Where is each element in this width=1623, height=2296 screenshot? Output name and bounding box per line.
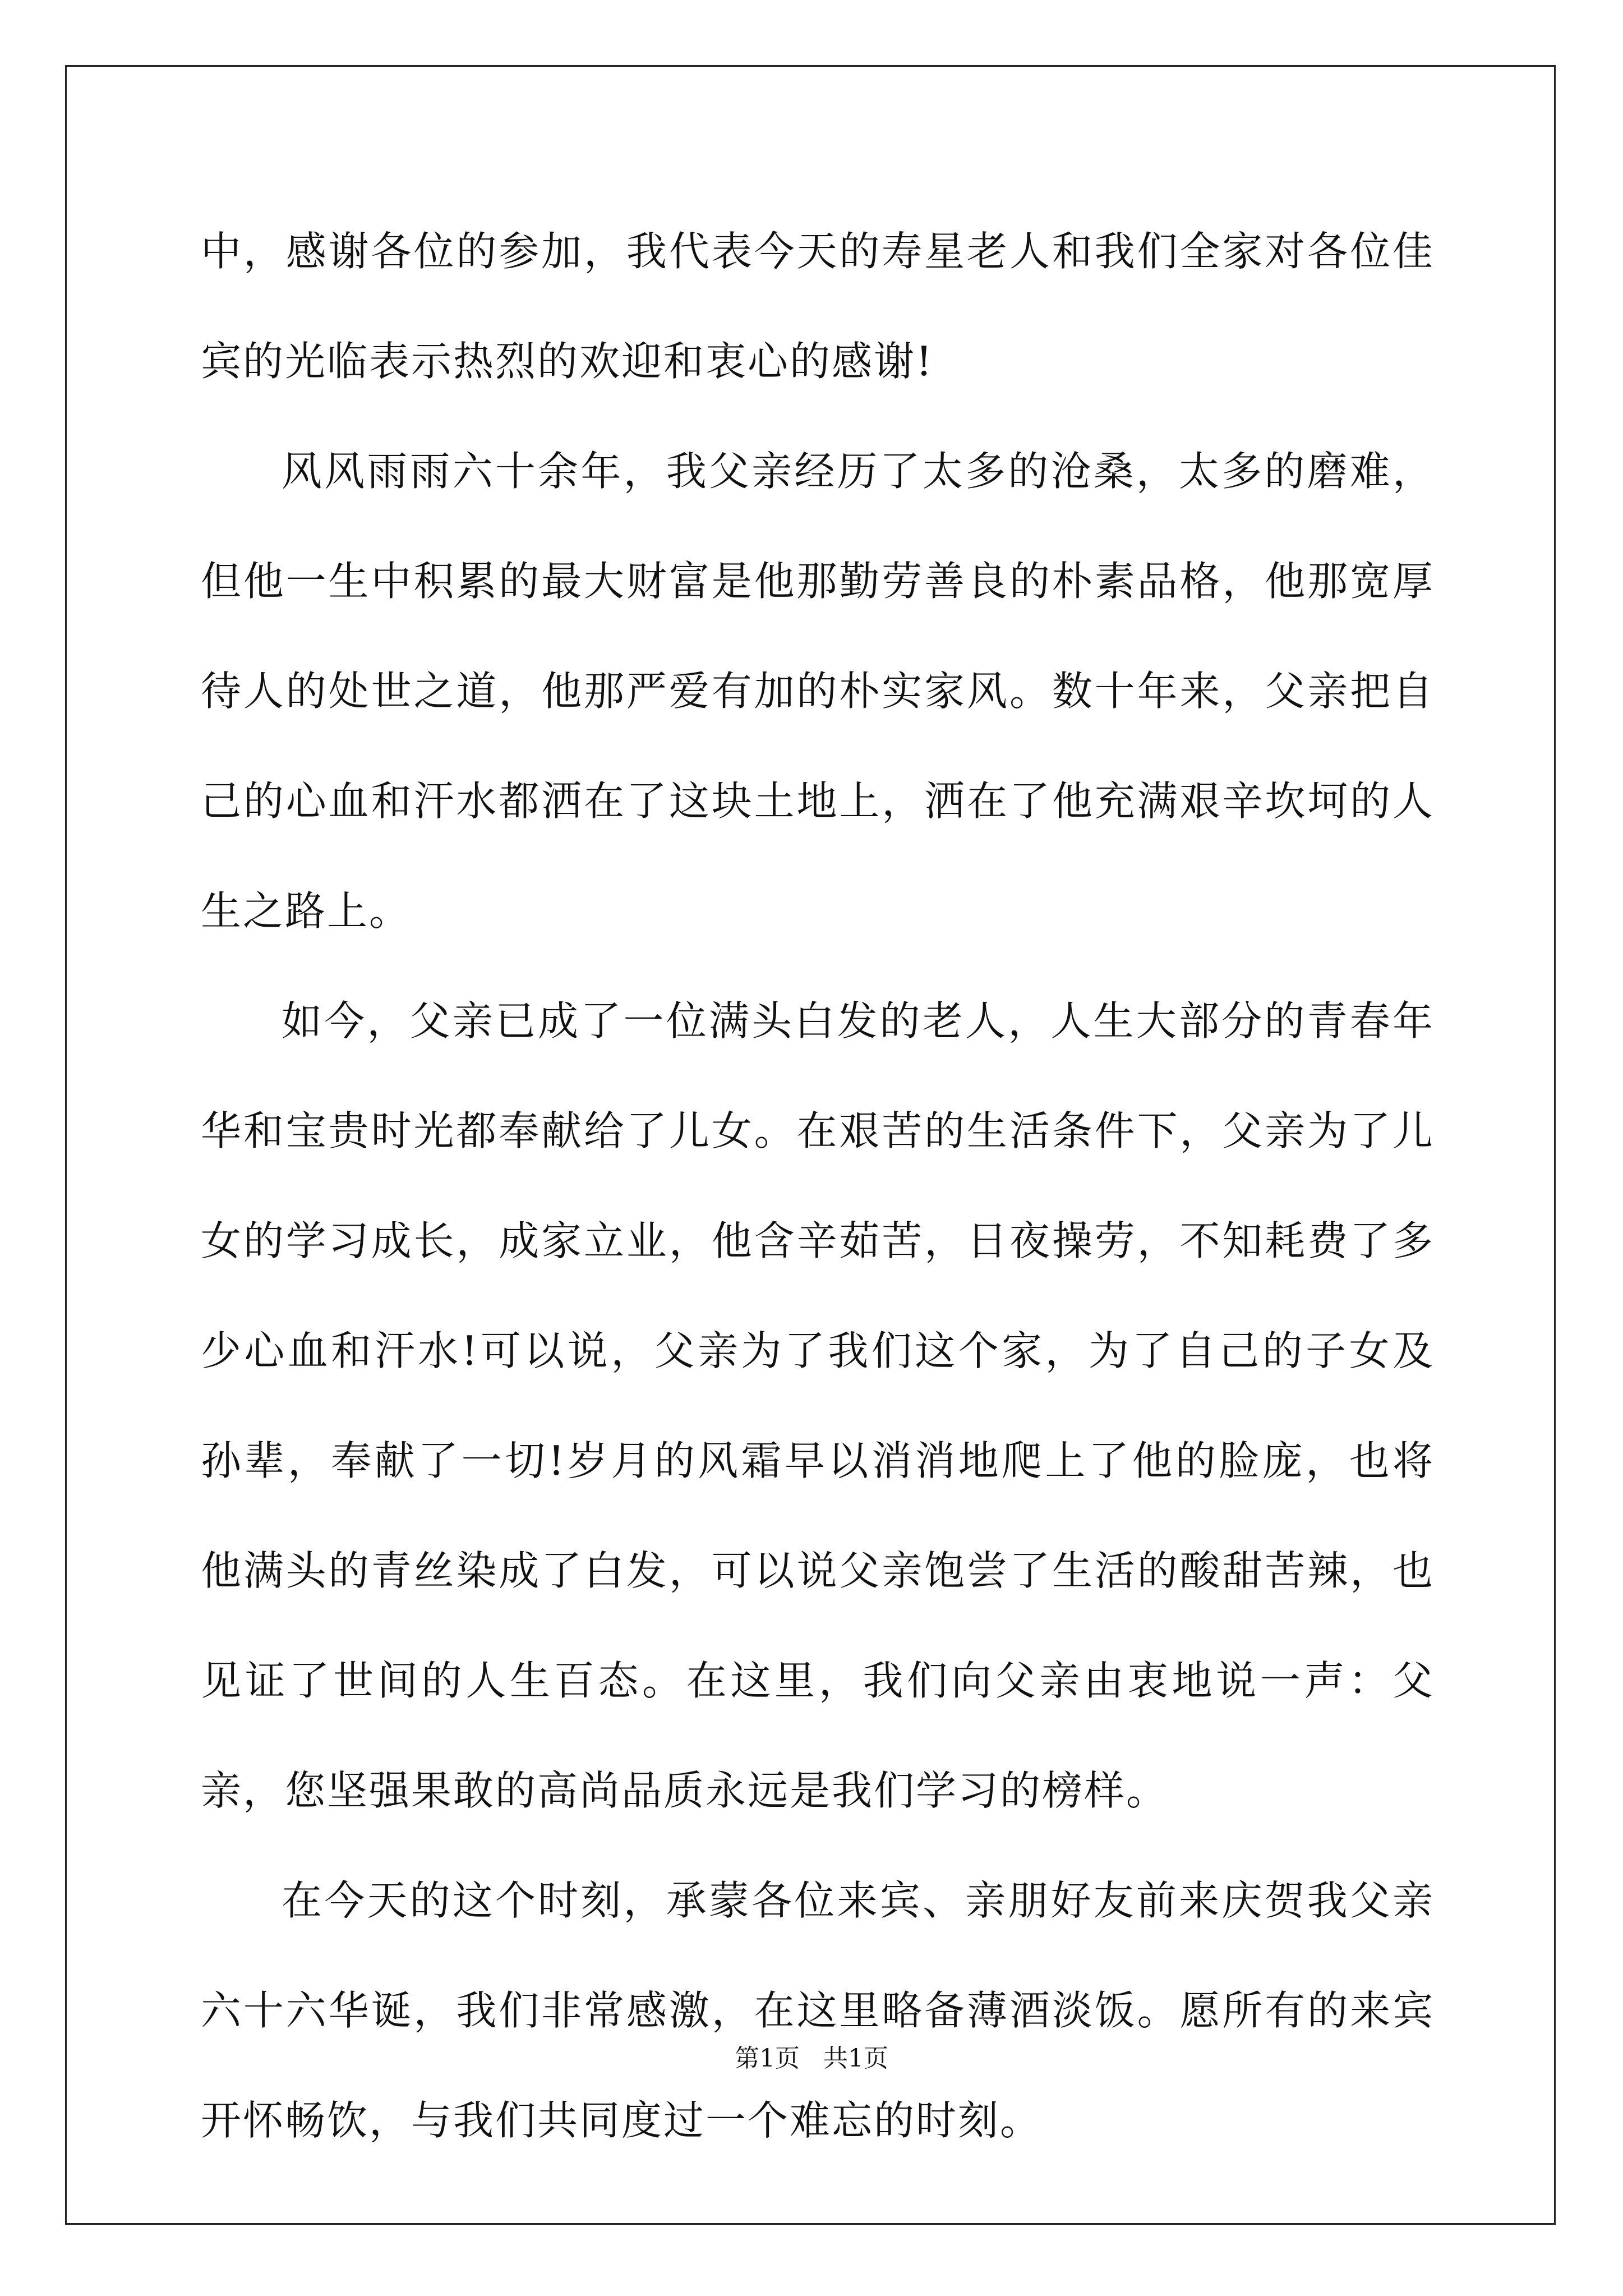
- paragraph-father-life: 风风雨雨六十余年，我父亲经历了太多的沧桑，太多的磨难，但他一生中积累的最大财富是他那勤劳善良的朴素品格，他那宽厚待人的处世之道，他那严爱有加的朴实家风。数十年来，父亲把自己的心血和汗水都洒在了这块土地上，洒在了他充满艰辛坎坷的人生之路上。: [201, 448, 1435, 935]
- document-body: [201, 196, 1435, 2175]
- paragraph-father-devotion: 如今，父亲已成了一位满头白发的老人，人生大部分的青春年华和宝贵时光都奉献给了儿女。在艰苦的生活条件下，父亲为了儿女的学习成长，成家立业，他含辛茹苦，日夜操劳，不知耗费了多少心血和汗水!可以说，父亲为了我们这个家，为了自己的子女及孙辈，奉献了一切!岁月的风霜早以消消地爬上了他的脸庞，也将他满头的青丝染成了白发，可以说父亲饱尝了生活的酸甜苦辣，也见证了世间的人生百态。在这里，我们向父亲由衷地说一声：父亲，您坚强果敢的高尚品质永远是我们学习的榜样。: [201, 997, 1435, 1814]
- paragraph-celebration: 在今天的这个时刻，承蒙各位来宾、亲朋好友前来庆贺我父亲六十六华诞，我们非常感激，在这里略备薄酒淡饭。愿所有的来宾开怀畅饮，与我们共同度过一个难忘的时刻。: [201, 1877, 1435, 2144]
- page-number-footer: 第1页 共1页: [735, 2044, 888, 2073]
- paragraph-welcome: 中，感谢各位的参加，我代表今天的寿星老人和我们全家对各位佳宾的光临表示热烈的欢迎和衷心的感谢!: [201, 228, 1435, 385]
